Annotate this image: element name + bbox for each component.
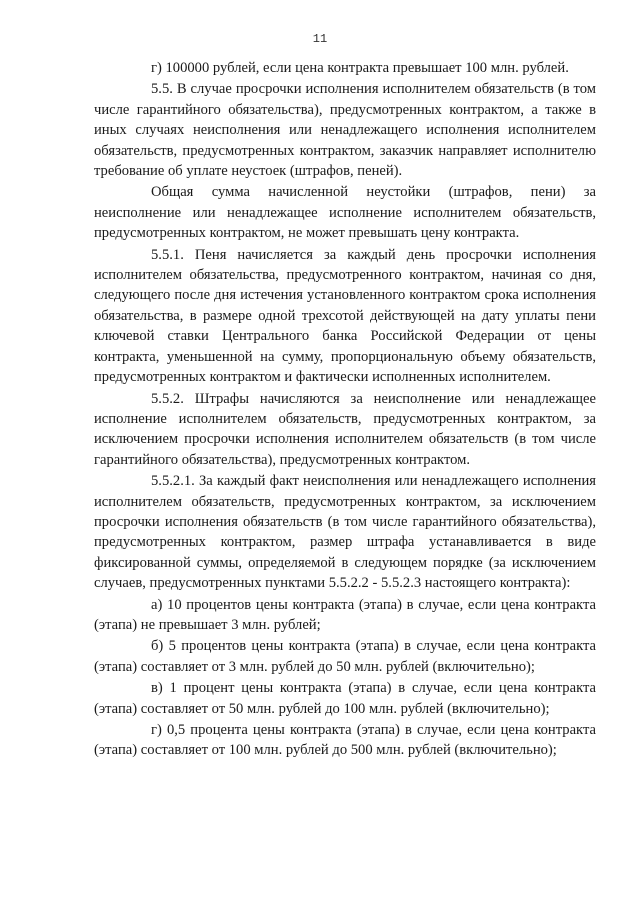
paragraph-5-5-2: 5.5.2. Штрафы начисляются за неисполнение или ненадлежащее исполнение исполнителем обязательств, предусмотренных контрактом, за исключением просрочки исполнения исполнителем обязательств (в том числе гарантийного обязательства), предусмотренных контрактом.: [94, 390, 596, 468]
paragraph-5-5-1: 5.5.1. Пеня начисляется за каждый день просрочки исполнения исполнителем обязательства, предусмотренного контрактом, начиная со дня, следующего после дня истечения установленного контрактом срока исполнения обязательства, в размере одной трехсотой действующей на дату уплаты пени ключевой ставки Центрального банка Российской Федерации от цены контракта, уменьшенной на сумму, пропорциональную объему обязательств, предусмотренных контрактом и фактически исполненных исполнителем.: [94, 246, 596, 386]
paragraph-5-5: 5.5. В случае просрочки исполнения исполнителем обязательств (в том числе гарантийного обязательства), предусмотренных контрактом, а также в иных случаях неисполнения или ненадлежащего исполнения исполнителем обязательств, предусмотренных контрактом, заказчик направляет исполнителю требование об уплате неустоек (штрафов, пеней).: [94, 81, 596, 180]
paragraph-total-penalty: Общая сумма начисленной неустойки (штрафов, пени) за неисполнение или ненадлежащее исполнение исполнителем обязательств, предусмотренных контрактом, не может превышать цену контракта.: [94, 184, 596, 242]
paragraph-item-g-100000: г) 100000 рублей, если цена контракта превышает 100 млн. рублей.: [151, 60, 569, 76]
paragraph-item-v: в) 1 процент цены контракта (этапа) в случае, если цена контракта (этапа) составляет от 50 млн. рублей до 100 млн. рублей (включительно);: [94, 680, 596, 717]
page-number: 11: [312, 32, 328, 46]
paragraph-item-g: г) 0,5 процента цены контракта (этапа) в случае, если цена контракта (этапа) составляет от 100 млн. рублей до 500 млн. рублей (включительно);: [94, 722, 596, 759]
paragraph-item-b: б) 5 процентов цены контракта (этапа) в случае, если цена контракта (этапа) составляет от 3 млн. рублей до 50 млн. рублей (включительно);: [94, 638, 596, 675]
document-body: [94, 58, 596, 761]
paragraph-item-a: а) 10 процентов цены контракта (этапа) в случае, если цена контракта (этапа) не превышает 3 млн. рублей;: [94, 596, 596, 633]
paragraph-5-5-2-1: 5.5.2.1. За каждый факт неисполнения или ненадлежащего исполнения исполнителем обязательств, предусмотренных контрактом, за исключением просрочки исполнения обязательств (в том числе гарантийного обязательства), предусмотренных контрактом, размер штрафа устанавливается в виде фиксированной суммы, определяемой в следующем порядке (за исключением случаев, предусмотренных пунктами 5.5.2.2 - 5.5.2.3 настоящего контракта):: [94, 473, 596, 592]
